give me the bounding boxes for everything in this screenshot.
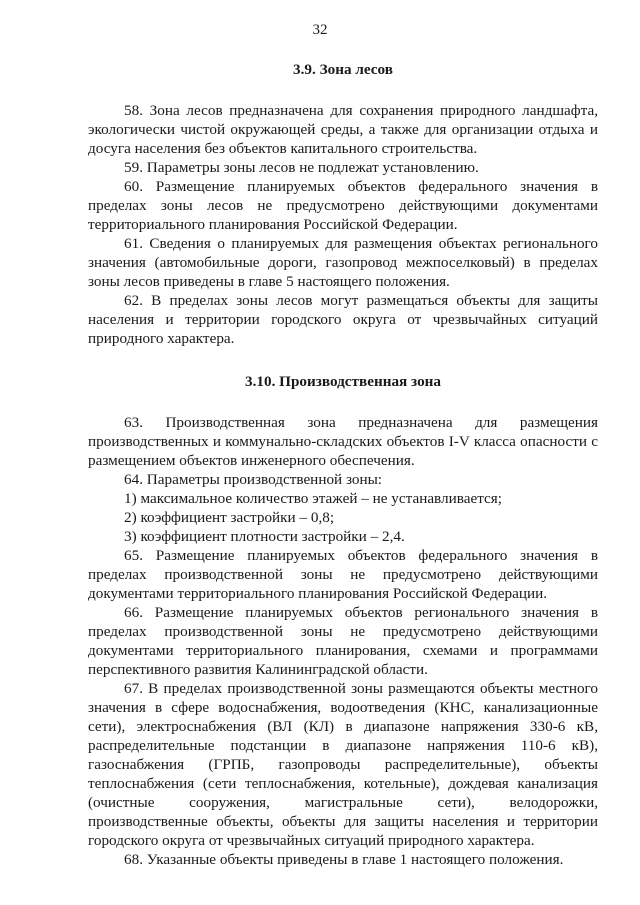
paragraph: 65. Размещение планируемых объектов федерального значения в пределах производственной зоны не предусмотрено действующими документами территориального планирования Российской Федерации. [88, 547, 598, 602]
page-number: 32 [312, 22, 328, 38]
paragraph: 59. Параметры зоны лесов не подлежат установлению. [124, 159, 479, 176]
section-heading: 3.9. Зона лесов [293, 61, 393, 78]
section-heading: 3.10. Производственная зона [244, 373, 442, 390]
paragraph: 64. Параметры производственной зоны: [124, 471, 383, 488]
paragraph: 66. Размещение планируемых объектов регионального значения в пределах производственной зоны не предусмотрено действующими документами территориального планирования, схемами и программами перспективного развития Калининградской области. [88, 604, 598, 678]
list-item: 3) коэффициент плотности застройки – 2,4. [124, 528, 405, 545]
paragraph: 67. В пределах производственной зоны размещаются объекты местного значения в сфере водоснабжения, водоотведения (КНС, канализационные сети), электроснабжения (ВЛ (КЛ) в диапазоне напряжения 330-6 кВ, распределительные подстанции в диапазоне напряжения 110-6 кВ), газоснабжения (ГРПБ, газопроводы распределительные), объекты теплоснабжения (сети теплоснабжения, котельные), дождевая канализация (очистные сооружения, магистральные сети), велодорожки, производственные объекты, объекты для защиты населения и территории городского округа от чрезвычайных ситуаций природного характера. [88, 680, 598, 849]
paragraph: 61. Сведения о планируемых для размещения объектах регионального значения (автомобильные дороги, газопровод межпоселковый) в пределах зоны лесов приведены в главе 5 настоящего положения. [88, 235, 598, 290]
document-body [88, 60, 598, 869]
paragraph: 60. Размещение планируемых объектов федерального значения в пределах зоны лесов не предусмотрено действующими документами территориального планирования Российской Федерации. [88, 178, 598, 233]
list-item: 1) максимальное количество этажей – не устанавливается; [124, 490, 502, 507]
paragraph: 68. Указанные объекты приведены в главе 1 настоящего положения. [124, 851, 564, 868]
paragraph: 62. В пределах зоны лесов могут размещаться объекты для защиты населения и территории городского округа от чрезвычайных ситуаций природного характера. [88, 292, 598, 347]
list-item: 2) коэффициент застройки – 0,8; [124, 509, 335, 526]
paragraph: 63. Производственная зона предназначена для размещения производственных и коммунально-складских объектов I-V класса опасности с размещением объектов инженерного обеспечения. [88, 414, 598, 469]
paragraph: 58. Зона лесов предназначена для сохранения природного ландшафта, экологически чистой окружающей среды, а также для организации отдыха и досуга населения без объектов капитального строительства. [88, 102, 598, 157]
